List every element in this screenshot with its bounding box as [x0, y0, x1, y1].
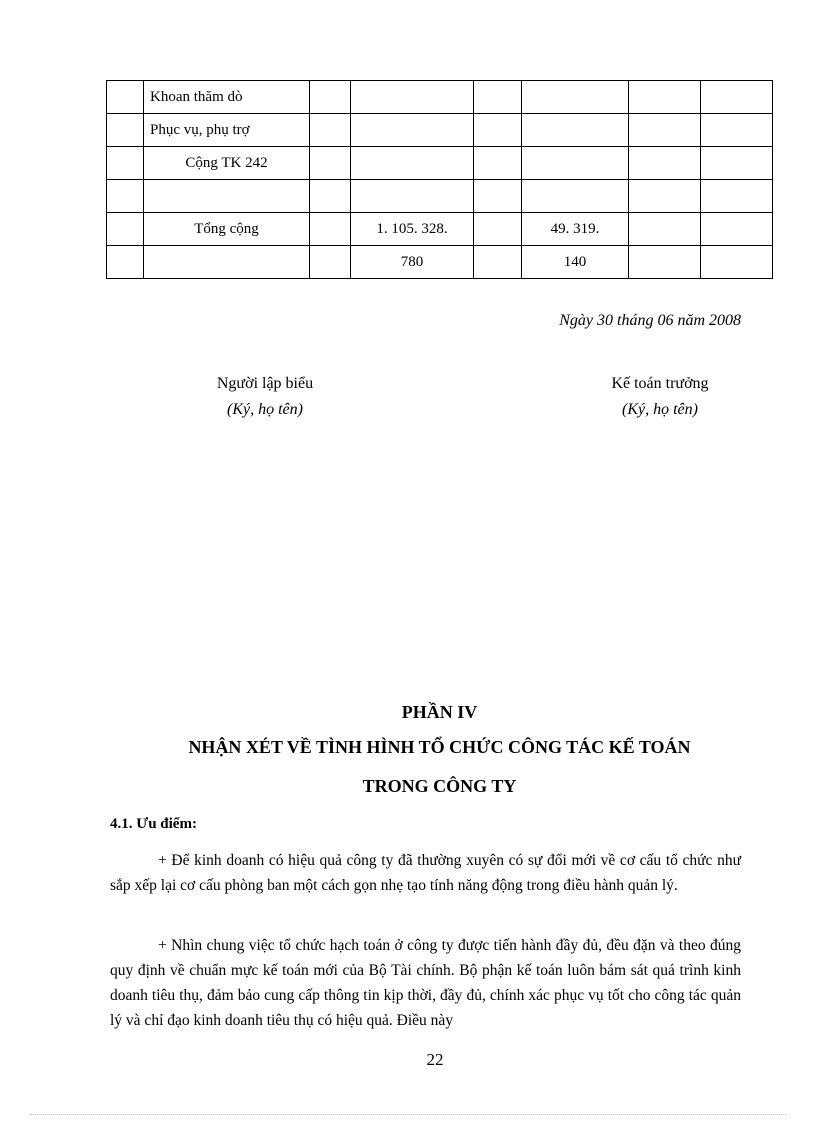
table-cell — [310, 246, 351, 279]
table-cell: Tổng cộng — [144, 213, 310, 246]
table-row — [107, 114, 773, 147]
paragraph: + Để kinh doanh có hiệu quả công ty đã thường xuyên có sự đổi mới về cơ cấu tổ chức như sắp xếp lại cơ cấu phòng ban một cách gọn nhẹ tạo tính năng động trong điều hành quản lý. — [110, 852, 741, 894]
table-body — [107, 81, 773, 279]
table-cell — [701, 180, 773, 213]
chief-accountant-title: Kế toán trưởng — [611, 375, 709, 392]
section-title: 4.1. Ưu điểm: — [110, 816, 197, 832]
table-cell: 140 — [522, 246, 629, 279]
table-cell — [351, 147, 474, 180]
page-number: 22 — [426, 1050, 444, 1069]
table-cell — [701, 114, 773, 147]
table-cell — [522, 147, 629, 180]
table-cell — [474, 246, 522, 279]
table-cell — [310, 81, 351, 114]
table-cell — [629, 81, 701, 114]
table-cell — [107, 180, 144, 213]
table-cell — [107, 114, 144, 147]
chief-accountant-sign-note: (Ký, họ tên) — [622, 401, 698, 418]
table-cell — [474, 81, 522, 114]
table-cell — [474, 147, 522, 180]
table-cell — [474, 114, 522, 147]
table-cell — [351, 180, 474, 213]
table-cell — [522, 180, 629, 213]
part-title-line-1: NHẬN XÉT VỀ TÌNH HÌNH TỔ CHỨC CÔNG TÁC KẾ TOÁN — [188, 737, 691, 757]
table-cell — [310, 147, 351, 180]
table-row — [107, 180, 773, 213]
table-cell — [629, 147, 701, 180]
table-row — [107, 81, 773, 114]
table-row — [107, 246, 773, 279]
table-cell — [701, 81, 773, 114]
table-cell — [107, 147, 144, 180]
table-row — [107, 147, 773, 180]
part-title-line-2: TRONG CÔNG TY — [362, 776, 517, 796]
table-cell — [310, 180, 351, 213]
table-cell — [629, 114, 701, 147]
table-cell — [474, 213, 522, 246]
table-cell — [107, 213, 144, 246]
table-cell: 49. 319. — [522, 213, 629, 246]
signature-block-chief-accountant — [560, 375, 760, 419]
table-cell: Khoan thăm dò — [144, 81, 310, 114]
summary-table — [106, 80, 773, 279]
date-line: Ngày 30 tháng 06 năm 2008 — [559, 312, 741, 329]
table-cell — [629, 246, 701, 279]
preparer-title: Người lập biểu — [216, 375, 314, 392]
paragraph: + Nhìn chung việc tổ chức hạch toán ở công ty được tiến hành đầy đủ, đều đặn và theo đúng quy định về chuẩn mực kế toán mới của Bộ Tài chính. Bộ phận kế toán luôn bám sát quá trình kinh doanh tiêu thụ, đảm bảo cung cấp thông tin kịp thời, đầy đủ, chính xác phục vụ tốt cho công tác quản lý và chỉ đạo kinh doanh tiêu thụ có hiệu quả. Điều này — [110, 937, 741, 1029]
table-cell: 780 — [351, 246, 474, 279]
table-cell — [144, 246, 310, 279]
table-cell — [310, 213, 351, 246]
table-cell — [107, 81, 144, 114]
table-cell — [474, 180, 522, 213]
table-cell — [351, 114, 474, 147]
table-cell — [629, 213, 701, 246]
preparer-sign-note: (Ký, họ tên) — [227, 401, 303, 418]
table-cell — [701, 246, 773, 279]
table-cell: Cộng TK 242 — [144, 147, 310, 180]
table-cell — [522, 81, 629, 114]
table-cell: Phục vụ, phụ trợ — [144, 114, 310, 147]
table-cell — [310, 114, 351, 147]
table-cell: 1. 105. 328. — [351, 213, 474, 246]
table-row — [107, 213, 773, 246]
table-cell — [701, 147, 773, 180]
signature-block-preparer — [170, 375, 360, 419]
table-cell — [522, 114, 629, 147]
table-cell — [144, 180, 310, 213]
footer-divider — [30, 1114, 786, 1115]
table-cell — [629, 180, 701, 213]
table-cell — [701, 213, 773, 246]
table-cell — [107, 246, 144, 279]
table-cell — [351, 81, 474, 114]
part-heading: PHẦN IV — [401, 702, 478, 722]
